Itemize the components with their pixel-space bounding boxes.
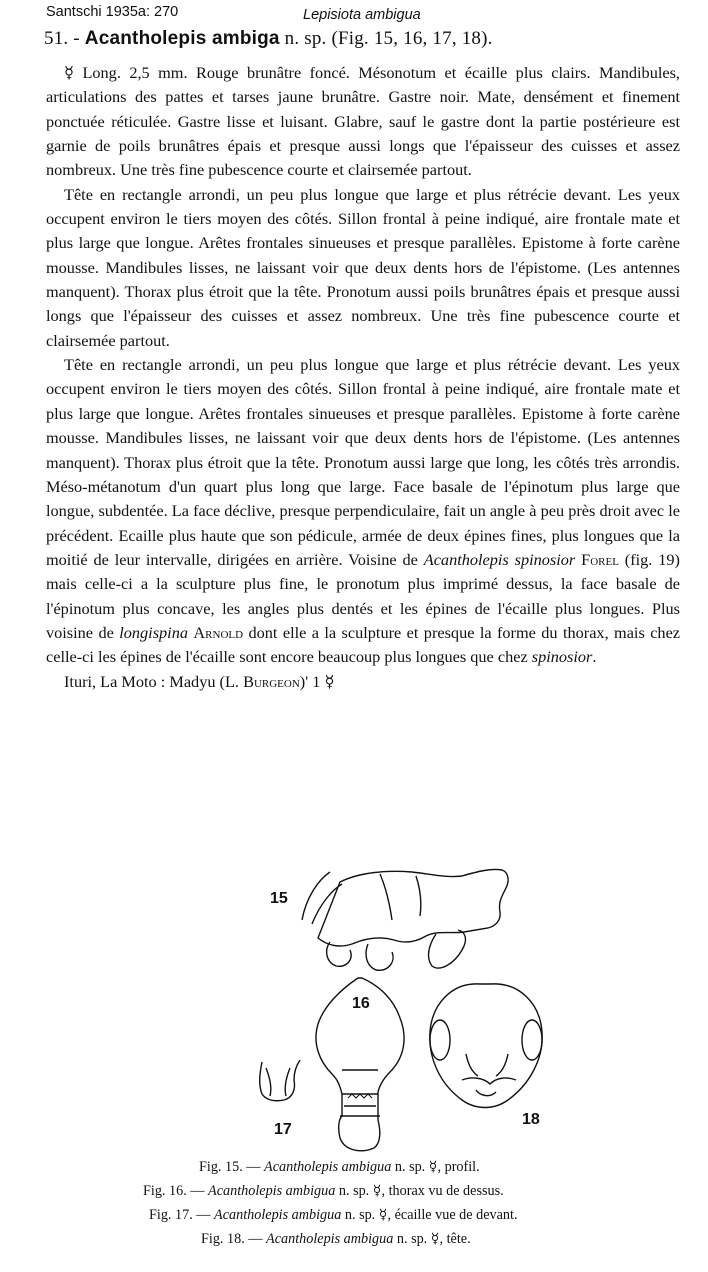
locality-text: Ituri, La Moto : Madyu (L. xyxy=(64,671,239,691)
paragraph-1-text: Long. 2,5 mm. Rouge brunâtre foncé. Mésonotum et écaille plus clairs. Mandibules, articulations des pattes et tarses jaune brunâtre. Gastre noir. Mate, densément et finement ponctuée réticulée. Gastre lisse et luisant. Glabre, sauf le gastre dont la partie postérieure est garnie de poils brunâtres épais et presque aussi longs que l'épaisseur des cuisses et assez nombreux. Une très fine pubescence courte et clairsemée partout. xyxy=(46,63,680,180)
locality-line xyxy=(46,670,680,694)
caption-fig17-desc: , écaille vue de devant. xyxy=(387,1207,518,1223)
fig15-label: 15 xyxy=(270,890,288,907)
caption-fig15-species: Acantholepis ambigua xyxy=(264,1159,392,1175)
paragraph-3 xyxy=(46,353,680,669)
comparison-species-1: Acantholepis spinosior xyxy=(423,549,576,569)
caption-fig17-sign: ☿ xyxy=(378,1207,388,1223)
figure-plate xyxy=(240,858,560,1153)
paragraph-2-text: Tête en rectangle arrondi, un peu plus longue que large et plus rétrécie devant. Les yeux occupent environ le tiers moyen des côtés. Sillon frontal à peine indiqué, aire frontale mate et plus large que longue. Arêtes frontales sinueuses et presque parallèles. Epistome à forte carène mousse. Mandibules lisses, ne laissant voir que deux dents hors de l'épistome. (Les antennes manquent). Thorax plus étroit que la tête. Pronotum aussi poils brunâtres épais et presque aussi longs que l'épaisseur des cuisses et assez nombreux. Une très fine pubescence courte et clairsemée partout. xyxy=(46,184,680,350)
caption-fig15-desc: , profil. xyxy=(437,1159,480,1175)
paragraph-2 xyxy=(46,183,680,353)
paragraph-1 xyxy=(46,61,680,183)
caption-fig15-sign: ☿ xyxy=(428,1159,438,1175)
caption-fig17 xyxy=(149,1204,518,1226)
comparison-author-2: Arnold xyxy=(193,622,244,642)
fig15-profile-drawing xyxy=(302,869,508,970)
comparison-species-2: longispina xyxy=(119,622,188,642)
figure-drawings xyxy=(240,858,560,1153)
caption-fig18-desc: , tête. xyxy=(439,1231,471,1247)
comparison-text-2: dont elle a la sculpture et presque la forme du thorax, mais chez celle-ci les épines de l'écaille sont encore beaucoup plus longues que chez xyxy=(46,622,681,667)
source-citation: Santschi 1935a: 270 xyxy=(46,4,179,20)
comparison-author-1: Forel xyxy=(581,549,619,569)
collector-name: Burgeon xyxy=(243,671,300,691)
caption-fig16-number: Fig. 16. — xyxy=(143,1183,205,1199)
fig17-scale-drawing xyxy=(260,1060,300,1101)
caption-fig17-nsp: n. sp. xyxy=(344,1207,376,1223)
worker-symbol: ☿ xyxy=(64,63,74,82)
caption-fig16-sign: ☿ xyxy=(372,1183,382,1199)
description-body xyxy=(46,61,680,694)
fig16-label: 16 xyxy=(352,995,370,1012)
figure-references: (Fig. 15, 16, 17, 18). xyxy=(331,28,493,49)
paragraph-3-text: Tête en rectangle arrondi, un peu plus longue que large et plus rétrécie devant. Les yeux occupent environ le tiers moyen des côtés. Sillon frontal à peine indiqué, aire frontale mate et plus large que longue. Arêtes frontales sinueuses et presque parallèles. Epistome à forte carène mousse. Mandibules lisses, ne laissant voir que deux dents hors de l'épistome. (Les antennes manquent). Thorax plus étroit que la tête. Pronotum aussi large que long, les côtés très arrondis. Méso-métanotum d'un quart plus long que large. Face basale de l'épinotum plus large que longue, subdentée. La face déclive, presque perpendiculaire, fait un angle à peu près droit avec le précédent. Ecaille plus haute que son pédicule, armée de deux épines fines, plus longues que la moitié de leur intervalle, dirigées en arrière. Voisine de xyxy=(46,355,680,569)
species-heading xyxy=(44,28,493,50)
comparison-end: . xyxy=(592,647,597,667)
fig18-label: 18 xyxy=(522,1111,540,1128)
caption-fig15-number: Fig. 15. — xyxy=(199,1159,261,1175)
caption-fig18-number: Fig. 18. — xyxy=(201,1231,263,1247)
caption-fig16-species: Acantholepis ambigua xyxy=(208,1183,336,1199)
caption-fig18-nsp: n. sp. xyxy=(396,1231,428,1247)
caption-fig17-species: Acantholepis ambigua xyxy=(214,1207,342,1223)
taxon-header: Lepisiota ambigua xyxy=(303,7,421,23)
caption-fig16-desc: , thorax vu de dessus. xyxy=(381,1183,504,1199)
caption-fig17-number: Fig. 17. — xyxy=(149,1207,211,1223)
comparison-text-1: (fig. 19) mais celle-ci a la sculpture plus fine, le pronotum plus imprimé dessus, la face basale de l'épinotum plus concave, les angles plus dentés et les épines de l'écaille plus longues. Plus voisine de xyxy=(46,549,680,642)
caption-fig16-nsp: n. sp. xyxy=(338,1183,370,1199)
species-number: 51. - xyxy=(44,28,80,49)
locality-count: )' 1 xyxy=(299,671,321,691)
comparison-species-3: spinosior xyxy=(531,647,593,667)
caption-fig18 xyxy=(201,1228,471,1250)
caption-fig18-sign: ☿ xyxy=(430,1231,440,1247)
caption-fig15 xyxy=(199,1156,480,1178)
fig18-head-drawing xyxy=(430,984,542,1108)
caption-fig18-species: Acantholepis ambigua xyxy=(266,1231,394,1247)
caption-fig16 xyxy=(143,1180,504,1202)
fig17-label: 17 xyxy=(274,1121,292,1138)
locality-worker-symbol: ☿ xyxy=(324,671,335,691)
caption-fig15-nsp: n. sp. xyxy=(394,1159,426,1175)
species-status: n. sp. xyxy=(284,28,327,49)
species-name: Acantholepis ambiga xyxy=(84,28,280,49)
